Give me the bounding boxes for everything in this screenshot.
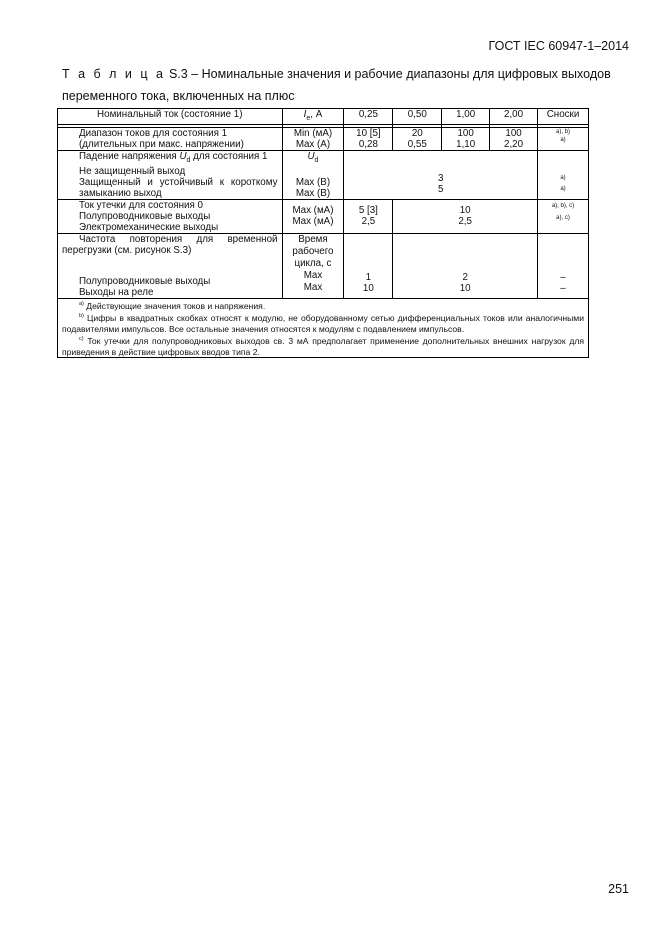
row-value: 5 [3] 2,5 xyxy=(344,199,393,233)
standard-code: ГОСТ IEC 60947-1–2014 xyxy=(488,39,629,53)
table-footnotes xyxy=(58,298,589,358)
row-label: Диапазон токов для состояния 1 (длительных при макс. напряжении) xyxy=(58,127,283,150)
row-value: 10 [5] 0,28 xyxy=(344,127,393,150)
row-label: Частота повторения для временной перегрузки (см. рисунок S.3) Полупроводниковые выходы Выходы на реле xyxy=(58,233,283,298)
row-merged-value: 2 10 xyxy=(393,233,538,298)
row-merged-value: 3 5 xyxy=(344,150,538,199)
footnotes-cell: $^{a)}$ Действующие значения токов и напряжения. $^{b)}$ Цифры в квадратных скобках относят к модулю, не оборудованному сетью дифференциальных токов или аналогичными подавителями импульсов. Все остальные значения относятся к модулям с подавлением импульсов. $^{c)}$ Ток утечки для полупроводниковых выходов св. 3 мА предполагает применение дополнительных внешних нагрузок для приведения в действие цифровых вводов типа 2. xyxy=(58,298,589,358)
header-notes: Сноски xyxy=(538,109,589,125)
ratings-table xyxy=(57,108,589,358)
row-notes: a), b), c) a), c) xyxy=(538,199,589,233)
header-value: 2,00 xyxy=(490,109,538,125)
table-row xyxy=(58,233,589,298)
page-number: 251 xyxy=(608,882,629,896)
row-label: Ток утечки для состояния 0 Полупроводниковые выходы Электромеханические выходы xyxy=(58,199,283,233)
row-value: 100 2,20 xyxy=(490,127,538,150)
row-label: Падение напряжения $U_d$ для состояния 1 Не защищенный выход Защищенный и устойчивый к короткому замыканию выход xyxy=(58,150,283,199)
row-notes: a), b) a) xyxy=(538,127,589,150)
row-value: 20 0,55 xyxy=(393,127,442,150)
table-row xyxy=(58,150,589,199)
header-value: 0,25 xyxy=(344,109,393,125)
table-row xyxy=(58,127,589,150)
row-merged-value: 10 2,5 xyxy=(393,199,538,233)
table-caption xyxy=(62,63,630,107)
table-row xyxy=(58,199,589,233)
row-units: Время рабочего цикла, с Max Max xyxy=(282,233,344,298)
row-notes: a) a) xyxy=(538,150,589,199)
header-unit: $I_e$, А xyxy=(282,109,344,125)
caption-number: S.3 xyxy=(168,67,188,81)
row-units: $U_d$ Max (В) Max (В) xyxy=(282,150,344,199)
row-value: 100 1,10 xyxy=(442,127,490,150)
header-param: Номинальный ток (состояние 1) xyxy=(58,109,283,125)
row-units: Max (мА) Max (мА) xyxy=(282,199,344,233)
row-notes: – – xyxy=(538,233,589,298)
header-value: 0,50 xyxy=(393,109,442,125)
row-units: Min (мА) Max (А) xyxy=(282,127,344,150)
caption-text: – Номинальные значения и рабочие диапазоны для цифровых выходов переменного тока, включенных на плюс xyxy=(62,67,611,103)
header-value: 1,00 xyxy=(442,109,490,125)
table-header-row xyxy=(58,109,589,125)
caption-prefix: Т а б л и ц а xyxy=(62,67,166,81)
row-value: 1 10 xyxy=(344,233,393,298)
